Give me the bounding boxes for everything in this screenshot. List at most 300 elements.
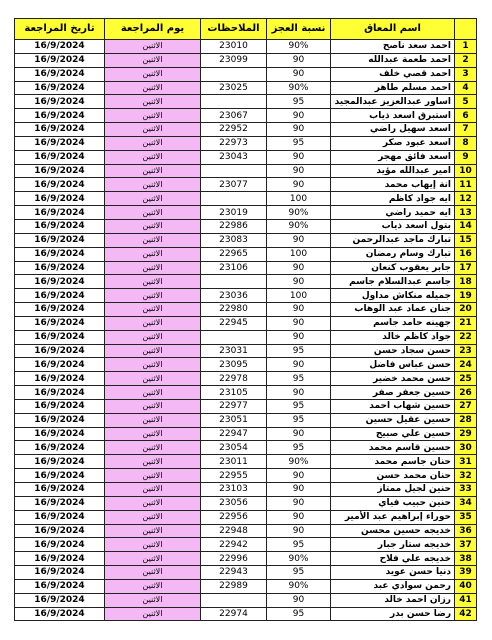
review-date: 16/9/2024 [15, 538, 105, 552]
row-number: 29 [455, 427, 477, 441]
disability-percent: 90% [267, 552, 331, 566]
notes-cell: 23099 [201, 53, 267, 67]
review-date: 16/9/2024 [15, 469, 105, 483]
row-number: 33 [455, 483, 477, 497]
review-day: الاثنين [105, 109, 201, 123]
person-name: حسن عباس فاضل [331, 358, 455, 372]
person-name: امير عبدالله مؤيد [331, 164, 455, 178]
review-date: 16/9/2024 [15, 67, 105, 81]
disability-percent: 90 [267, 524, 331, 538]
row-number: 26 [455, 386, 477, 400]
review-date: 16/9/2024 [15, 441, 105, 455]
row-number: 34 [455, 496, 477, 510]
notes-cell [201, 95, 267, 109]
row-number: 25 [455, 372, 477, 386]
header-date: تاريخ المراجعة [15, 19, 105, 40]
notes-cell: 23036 [201, 289, 267, 303]
review-date: 16/9/2024 [15, 316, 105, 330]
person-name: خديجه ستار جبار [331, 538, 455, 552]
disability-percent: 90 [267, 164, 331, 178]
disability-percent: 95 [267, 538, 331, 552]
review-day: الاثنين [105, 275, 201, 289]
table-body [15, 40, 477, 621]
review-day: الاثنين [105, 510, 201, 524]
review-day: الاثنين [105, 261, 201, 275]
review-date: 16/9/2024 [15, 413, 105, 427]
row-number: 38 [455, 552, 477, 566]
disability-percent: 100 [267, 247, 331, 261]
person-name: اسعد فائق مهجر [331, 150, 455, 164]
person-name: حسين جعفر صفر [331, 386, 455, 400]
row-number: 23 [455, 344, 477, 358]
notes-cell: 23043 [201, 150, 267, 164]
person-name: حنين حبيب فياي [331, 496, 455, 510]
notes-cell: 22978 [201, 372, 267, 386]
notes-cell: 22980 [201, 303, 267, 317]
table-row [15, 524, 477, 538]
table-row [15, 67, 477, 81]
disability-percent: 90 [267, 496, 331, 510]
row-number: 2 [455, 53, 477, 67]
table-row [15, 261, 477, 275]
review-day: الاثنين [105, 136, 201, 150]
table-row [15, 123, 477, 137]
notes-cell: 22942 [201, 538, 267, 552]
review-day: الاثنين [105, 524, 201, 538]
table-row [15, 219, 477, 233]
notes-cell: 22986 [201, 219, 267, 233]
review-date: 16/9/2024 [15, 53, 105, 67]
disability-percent: 95 [267, 399, 331, 413]
table-row [15, 358, 477, 372]
review-day: الاثنين [105, 53, 201, 67]
person-name: جابر يعقوب كنعان [331, 261, 455, 275]
row-number: 41 [455, 593, 477, 607]
disability-percent: 90 [267, 150, 331, 164]
review-date: 16/9/2024 [15, 81, 105, 95]
notes-cell: 23025 [201, 81, 267, 95]
review-day: الاثنين [105, 566, 201, 580]
disability-percent: 95 [267, 372, 331, 386]
review-day: الاثنين [105, 441, 201, 455]
person-name: خديجه حسين محسن [331, 524, 455, 538]
review-day: الاثنين [105, 455, 201, 469]
notes-cell: 23051 [201, 413, 267, 427]
review-date: 16/9/2024 [15, 524, 105, 538]
person-name: بتول اسعد ذياب [331, 219, 455, 233]
review-day: الاثنين [105, 372, 201, 386]
review-date: 16/9/2024 [15, 455, 105, 469]
notes-cell: 23105 [201, 386, 267, 400]
row-number: 5 [455, 95, 477, 109]
header-row [15, 19, 477, 40]
review-schedule-sheet [14, 18, 477, 621]
notes-cell: 22943 [201, 566, 267, 580]
review-date: 16/9/2024 [15, 483, 105, 497]
review-date: 16/9/2024 [15, 372, 105, 386]
table-row [15, 552, 477, 566]
person-name: دنيا حسن عويد [331, 566, 455, 580]
table-row [15, 178, 477, 192]
disability-percent: 90% [267, 40, 331, 54]
header-percent: نسبة العجز [267, 19, 331, 40]
table-row [15, 136, 477, 150]
review-date: 16/9/2024 [15, 510, 105, 524]
table-row [15, 469, 477, 483]
review-day: الاثنين [105, 67, 201, 81]
table-row [15, 316, 477, 330]
person-name: حنان جاسم محمد [331, 455, 455, 469]
header-name: اسم المعاق [331, 19, 455, 40]
table-row [15, 607, 477, 621]
disability-percent: 95 [267, 344, 331, 358]
row-number: 4 [455, 81, 477, 95]
review-date: 16/9/2024 [15, 303, 105, 317]
table-row [15, 109, 477, 123]
person-name: جواد كاظم خالد [331, 330, 455, 344]
disability-percent: 90 [267, 593, 331, 607]
person-name: احمد سعد ناصح [331, 40, 455, 54]
review-day: الاثنين [105, 579, 201, 593]
notes-cell: 22965 [201, 247, 267, 261]
review-date: 16/9/2024 [15, 178, 105, 192]
table-row [15, 192, 477, 206]
notes-cell: 23067 [201, 109, 267, 123]
row-number: 11 [455, 178, 477, 192]
table-row [15, 275, 477, 289]
review-day: الاثنين [105, 496, 201, 510]
disability-percent: 100 [267, 289, 331, 303]
table-row [15, 330, 477, 344]
disability-percent: 95 [267, 441, 331, 455]
notes-cell: 23077 [201, 178, 267, 192]
person-name: ايه جواد كاظم [331, 192, 455, 206]
row-number: 32 [455, 469, 477, 483]
person-name: خديجه علي فلاح [331, 552, 455, 566]
row-number: 22 [455, 330, 477, 344]
review-table [14, 18, 477, 621]
review-day: الاثنين [105, 358, 201, 372]
table-row [15, 441, 477, 455]
disability-percent: 90% [267, 579, 331, 593]
review-date: 16/9/2024 [15, 399, 105, 413]
review-day: الاثنين [105, 289, 201, 303]
person-name: اساور عبدالعزيز عبدالمجيد [331, 95, 455, 109]
notes-cell: 22956 [201, 510, 267, 524]
disability-percent: 90 [267, 386, 331, 400]
review-date: 16/9/2024 [15, 330, 105, 344]
person-name: حسين عقيل حسين [331, 413, 455, 427]
disability-percent: 95 [267, 607, 331, 621]
disability-percent: 90 [267, 109, 331, 123]
header-notes: الملاحظات [201, 19, 267, 40]
review-day: الاثنين [105, 427, 201, 441]
disability-percent: 90 [267, 233, 331, 247]
disability-percent: 100 [267, 192, 331, 206]
review-date: 16/9/2024 [15, 40, 105, 54]
notes-cell: 22973 [201, 136, 267, 150]
review-date: 16/9/2024 [15, 123, 105, 137]
disability-percent: 90 [267, 427, 331, 441]
review-day: الاثنين [105, 552, 201, 566]
review-date: 16/9/2024 [15, 275, 105, 289]
review-date: 16/9/2024 [15, 344, 105, 358]
notes-cell: 23083 [201, 233, 267, 247]
notes-cell [201, 67, 267, 81]
table-row [15, 399, 477, 413]
person-name: انة إيهاب محمد [331, 178, 455, 192]
person-name: رحمن سوادي عبد [331, 579, 455, 593]
person-name: جاسم عبدالسلام جاسم [331, 275, 455, 289]
row-number: 17 [455, 261, 477, 275]
notes-cell: 23103 [201, 483, 267, 497]
review-date: 16/9/2024 [15, 136, 105, 150]
notes-cell: 22955 [201, 469, 267, 483]
row-number: 36 [455, 524, 477, 538]
row-number: 16 [455, 247, 477, 261]
row-number: 27 [455, 399, 477, 413]
row-number: 19 [455, 289, 477, 303]
notes-cell: 23011 [201, 455, 267, 469]
row-number: 9 [455, 150, 477, 164]
header-num [455, 19, 477, 40]
disability-percent: 90 [267, 67, 331, 81]
review-date: 16/9/2024 [15, 261, 105, 275]
disability-percent: 90 [267, 261, 331, 275]
review-day: الاثنين [105, 247, 201, 261]
table-row [15, 566, 477, 580]
person-name: جهينه حامد جاسم [331, 316, 455, 330]
row-number: 8 [455, 136, 477, 150]
row-number: 10 [455, 164, 477, 178]
table-row [15, 510, 477, 524]
review-date: 16/9/2024 [15, 95, 105, 109]
review-date: 16/9/2024 [15, 579, 105, 593]
review-day: الاثنين [105, 303, 201, 317]
disability-percent: 90 [267, 53, 331, 67]
person-name: رزان احمد خالد [331, 593, 455, 607]
review-day: الاثنين [105, 538, 201, 552]
person-name: حسين علي صبيح [331, 427, 455, 441]
row-number: 31 [455, 455, 477, 469]
review-day: الاثنين [105, 316, 201, 330]
review-date: 16/9/2024 [15, 427, 105, 441]
notes-cell: 23095 [201, 358, 267, 372]
disability-percent: 90 [267, 510, 331, 524]
table-row [15, 206, 477, 220]
disability-percent: 95 [267, 413, 331, 427]
person-name: حسين شهاب احمد [331, 399, 455, 413]
review-day: الاثنين [105, 206, 201, 220]
row-number: 37 [455, 538, 477, 552]
row-number: 30 [455, 441, 477, 455]
table-row [15, 344, 477, 358]
review-date: 16/9/2024 [15, 566, 105, 580]
notes-cell: 23054 [201, 441, 267, 455]
review-date: 16/9/2024 [15, 386, 105, 400]
table-row [15, 164, 477, 178]
notes-cell: 23010 [201, 40, 267, 54]
disability-percent: 90% [267, 219, 331, 233]
row-number: 28 [455, 413, 477, 427]
notes-cell: 23056 [201, 496, 267, 510]
row-number: 14 [455, 219, 477, 233]
review-date: 16/9/2024 [15, 164, 105, 178]
person-name: احمد قصي خلف [331, 67, 455, 81]
person-name: جميله منكاش مداول [331, 289, 455, 303]
disability-percent: 90 [267, 469, 331, 483]
notes-cell: 23031 [201, 344, 267, 358]
table-row [15, 593, 477, 607]
person-name: رضا حسن بدر [331, 607, 455, 621]
table-row [15, 233, 477, 247]
table-row [15, 81, 477, 95]
review-day: الاثنين [105, 150, 201, 164]
person-name: حنين لجيل ممتاز [331, 483, 455, 497]
review-day: الاثنين [105, 219, 201, 233]
notes-cell: 22977 [201, 399, 267, 413]
review-date: 16/9/2024 [15, 496, 105, 510]
notes-cell [201, 164, 267, 178]
notes-cell [201, 192, 267, 206]
review-date: 16/9/2024 [15, 358, 105, 372]
review-date: 16/9/2024 [15, 206, 105, 220]
review-day: الاثنين [105, 192, 201, 206]
table-row [15, 483, 477, 497]
review-day: الاثنين [105, 386, 201, 400]
disability-percent: 90 [267, 275, 331, 289]
person-name: حسين قاسم محمد [331, 441, 455, 455]
disability-percent: 90% [267, 455, 331, 469]
disability-percent: 90% [267, 81, 331, 95]
notes-cell [201, 593, 267, 607]
review-day: الاثنين [105, 95, 201, 109]
review-date: 16/9/2024 [15, 247, 105, 261]
table-row [15, 372, 477, 386]
row-number: 39 [455, 566, 477, 580]
disability-percent: 90 [267, 303, 331, 317]
notes-cell: 22945 [201, 316, 267, 330]
table-row [15, 538, 477, 552]
row-number: 24 [455, 358, 477, 372]
table-row [15, 413, 477, 427]
review-day: الاثنين [105, 178, 201, 192]
review-day: الاثنين [105, 81, 201, 95]
table-row [15, 455, 477, 469]
table-row [15, 496, 477, 510]
review-date: 16/9/2024 [15, 593, 105, 607]
disability-percent: 90 [267, 178, 331, 192]
review-day: الاثنين [105, 469, 201, 483]
row-number: 12 [455, 192, 477, 206]
review-day: الاثنين [105, 399, 201, 413]
person-name: احمد طعمة عبدالله [331, 53, 455, 67]
row-number: 7 [455, 123, 477, 137]
review-date: 16/9/2024 [15, 219, 105, 233]
review-date: 16/9/2024 [15, 607, 105, 621]
review-date: 16/9/2024 [15, 150, 105, 164]
person-name: احمد مسلم طاهر [331, 81, 455, 95]
disability-percent: 90 [267, 483, 331, 497]
disability-percent: 90 [267, 123, 331, 137]
notes-cell: 22989 [201, 579, 267, 593]
table-row [15, 95, 477, 109]
table-row [15, 303, 477, 317]
table-row [15, 289, 477, 303]
notes-cell: 22974 [201, 607, 267, 621]
review-date: 16/9/2024 [15, 289, 105, 303]
row-number: 3 [455, 67, 477, 81]
row-number: 21 [455, 316, 477, 330]
person-name: حوراء إبراهيم عبد الأمير [331, 510, 455, 524]
review-day: الاثنين [105, 233, 201, 247]
review-day: الاثنين [105, 483, 201, 497]
table-row [15, 150, 477, 164]
review-day: الاثنين [105, 344, 201, 358]
notes-cell: 23019 [201, 206, 267, 220]
disability-percent: 95 [267, 566, 331, 580]
table-row [15, 386, 477, 400]
review-date: 16/9/2024 [15, 552, 105, 566]
notes-cell [201, 330, 267, 344]
notes-cell: 23106 [201, 261, 267, 275]
notes-cell: 22948 [201, 524, 267, 538]
disability-percent: 90 [267, 358, 331, 372]
row-number: 40 [455, 579, 477, 593]
disability-percent: 90 [267, 330, 331, 344]
row-number: 18 [455, 275, 477, 289]
table-row [15, 40, 477, 54]
notes-cell: 22996 [201, 552, 267, 566]
person-name: اسعد سهيل راضي [331, 123, 455, 137]
disability-percent: 90 [267, 316, 331, 330]
table-row [15, 53, 477, 67]
disability-percent: 95 [267, 95, 331, 109]
review-day: الاثنين [105, 593, 201, 607]
review-day: الاثنين [105, 330, 201, 344]
review-day: الاثنين [105, 164, 201, 178]
notes-cell: 22952 [201, 123, 267, 137]
review-date: 16/9/2024 [15, 192, 105, 206]
review-date: 16/9/2024 [15, 233, 105, 247]
review-day: الاثنين [105, 123, 201, 137]
person-name: ايه حميد راضي [331, 206, 455, 220]
person-name: جنان عماد عبد الوهاب [331, 303, 455, 317]
notes-cell: 22947 [201, 427, 267, 441]
row-number: 35 [455, 510, 477, 524]
person-name: تبارك وسام رمضان [331, 247, 455, 261]
review-day: الاثنين [105, 40, 201, 54]
row-number: 42 [455, 607, 477, 621]
person-name: اسعد عبود صكر [331, 136, 455, 150]
review-date: 16/9/2024 [15, 109, 105, 123]
row-number: 15 [455, 233, 477, 247]
review-day: الاثنين [105, 607, 201, 621]
table-row [15, 579, 477, 593]
row-number: 1 [455, 40, 477, 54]
review-day: الاثنين [105, 413, 201, 427]
row-number: 6 [455, 109, 477, 123]
person-name: استبرق اسعد ذياب [331, 109, 455, 123]
person-name: تبارك ماجد عبدالرحمن [331, 233, 455, 247]
header-day: يوم المراجعة [105, 19, 201, 40]
disability-percent: 95 [267, 136, 331, 150]
disability-percent: 90% [267, 206, 331, 220]
table-row [15, 427, 477, 441]
table-row [15, 247, 477, 261]
person-name: حسن محمد خضير [331, 372, 455, 386]
person-name: حسن سجاد حسن [331, 344, 455, 358]
